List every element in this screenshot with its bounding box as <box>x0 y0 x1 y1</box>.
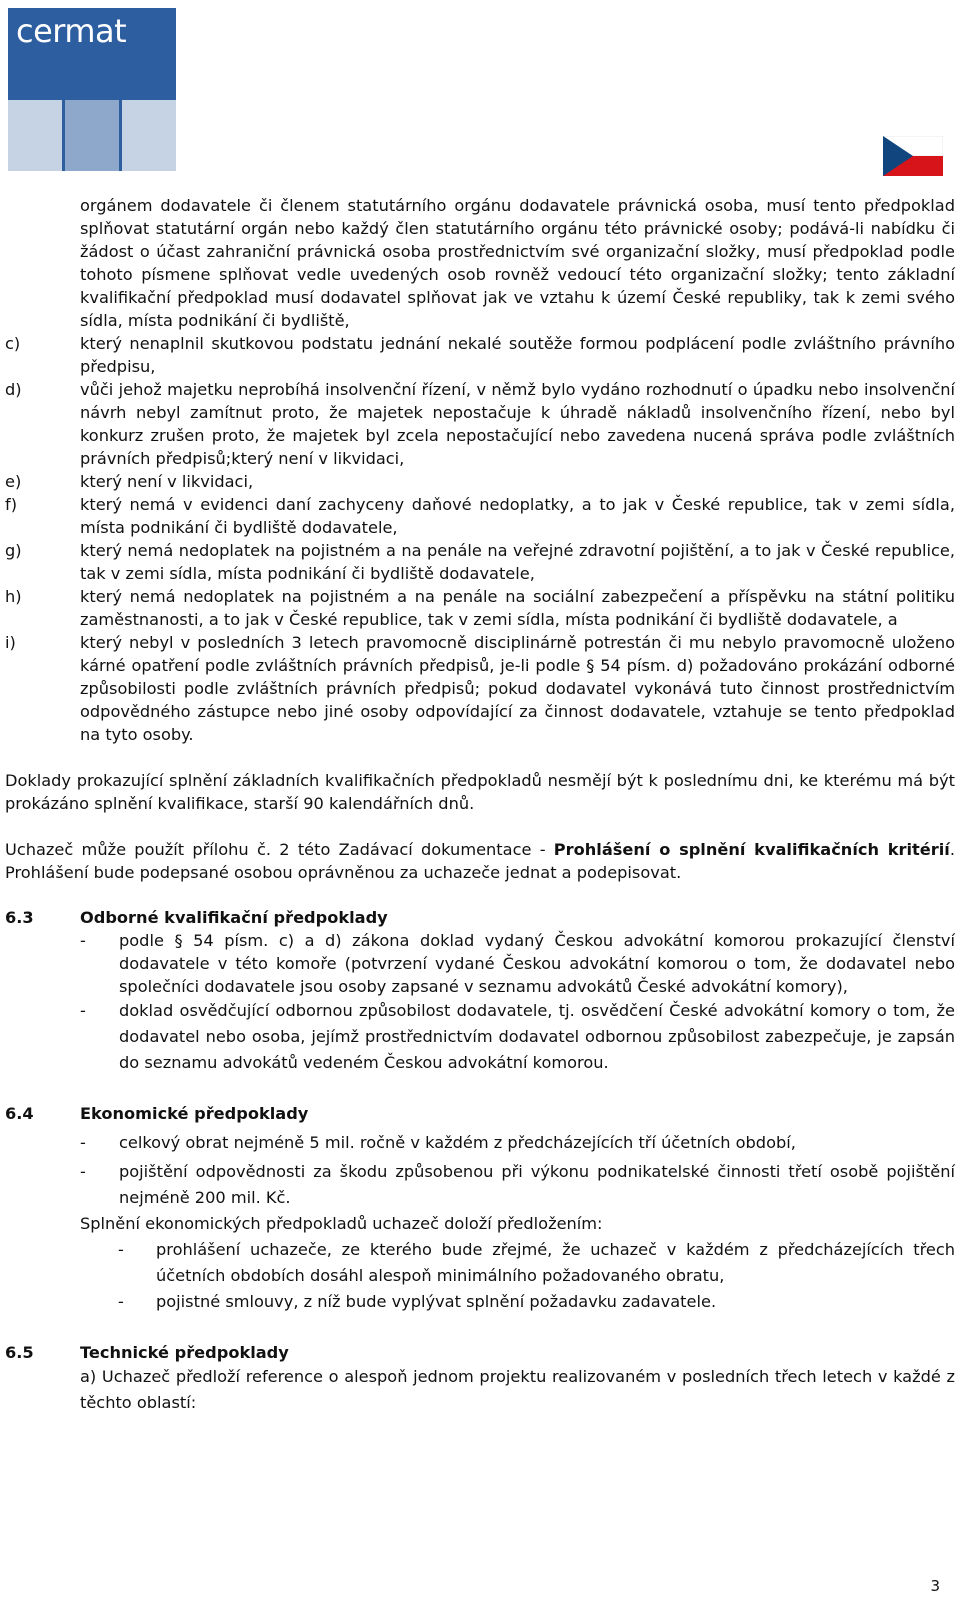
list-item-label: e) <box>5 472 22 491</box>
proof-intro: Splnění ekonomických předpokladů uchazeč doloží předložením: <box>80 1214 603 1233</box>
dash-bullet: - <box>80 931 86 950</box>
proof-item <box>118 1289 955 1315</box>
dash-item <box>80 1130 955 1156</box>
list-item-label: d) <box>5 380 22 399</box>
list-item-label: c) <box>5 334 21 353</box>
czech-flag-icon <box>883 136 943 176</box>
declaration-annex-title: Prohlášení o splnění kvalifikačních kritérií <box>553 840 950 859</box>
section-number: 6.3 <box>5 908 34 927</box>
section-number: 6.5 <box>5 1343 34 1362</box>
list-item-text: který nemá nedoplatek na pojistném a na penále na veřejné zdravotní pojištění, a to jak v České republice, tak v zemi sídla, místa podnikání či bydliště dodavatele, <box>80 541 955 583</box>
list-item <box>5 493 955 539</box>
dash-bullet: - <box>80 1162 86 1181</box>
section-number: 6.4 <box>5 1104 34 1123</box>
declaration-paragraph <box>5 838 955 884</box>
page-number: 3 <box>930 1577 940 1595</box>
list-item <box>5 378 955 470</box>
dash-item-text: doklad osvědčující odbornou způsobilost dodavatele, tj. osvědčení České advokátní komory o tom, že dodavatel nebo osoba, jejímž prostřednictvím dodavatel odbornou způsobilost zabezpečuje, je zapsán do seznamu advokátů vedeném Českou advokátní komorou. <box>119 1001 955 1072</box>
section-title: Ekonomické předpoklady <box>80 1104 309 1123</box>
list-item-label: g) <box>5 541 22 560</box>
list-item-text: který nenaplnil skutkovou podstatu jednání nekalé soutěže formou podplácení podle zvláštního právního předpisu, <box>80 334 955 376</box>
logo-text: cermat <box>16 12 127 50</box>
logo-block-light-2 <box>122 100 176 171</box>
dash-item-text: podle § 54 písm. c) a d) zákona doklad vydaný Českou advokátní komorou prokazující členství dodavatele v této komoře (potvrzení vydané Českou advokátní komorou o tom, že dodavatel nebo společníci dodavatele jsou osoby zapsané v seznamu advokátů České advokátní komory), <box>119 931 955 996</box>
list-item <box>5 332 955 378</box>
dash-item <box>80 998 955 1076</box>
logo-block-light <box>8 100 62 171</box>
dash-item <box>80 929 955 998</box>
proof-item-text: prohlášení uchazeče, ze kterého bude zřejmé, že uchazeč v každém z předcházejících třech účetních obdobích dosáhl alespoň minimálního požadovaného obratu, <box>156 1240 955 1285</box>
cermat-logo <box>8 8 176 171</box>
documents-paragraph: Doklady prokazující splnění základních kvalifikačních předpokladů nesmějí být k poslednímu dni, ke kterému má být prokázáno splnění kvalifikace, starší 90 kalendářních dnů. <box>5 771 955 813</box>
document-body <box>5 194 955 1416</box>
list-item <box>5 585 955 631</box>
section-6-5-heading <box>5 1341 955 1364</box>
list-item-label: f) <box>5 495 18 514</box>
dash-item-text: celkový obrat nejméně 5 mil. ročně v každém z předcházejících tří účetních období, <box>119 1133 796 1152</box>
list-item-text: který nemá nedoplatek na pojistném a na penále na sociální zabezpečení a příspěvku na státní politiku zaměstnanosti, a to jak v České republice, tak v zemi sídla, místa podnikání či bydliště dodavatele, a <box>80 587 955 629</box>
list-item-text: který není v likvidaci, <box>80 472 254 491</box>
list-item <box>5 539 955 585</box>
list-item-text: který nemá v evidenci daní zachyceny daňové nedoplatky, a to jak v České republice, tak v zemi sídla, místa podnikání či bydliště dodavatele, <box>80 495 955 537</box>
list-item <box>5 631 955 746</box>
list-item-label: i) <box>5 633 16 652</box>
dash-bullet: - <box>118 1292 124 1311</box>
dash-bullet: - <box>80 1133 86 1152</box>
declaration-text-start: Uchazeč může použít přílohu č. 2 této Zadávací dokumentace - <box>5 840 554 859</box>
list-item <box>5 470 955 493</box>
dash-item-text: pojištění odpovědnosti za škodu způsobenou při výkonu podnikatelské činnosti třetí osobě pojištění nejméně 200 mil. Kč. <box>119 1162 955 1207</box>
list-item-text: vůči jehož majetku neprobíhá insolvenční řízení, v němž bylo vydáno rozhodnutí o úpadku nebo insolvenční návrh nebyl zamítnut proto, že majetek nepostačuje k úhradě nákladů insolvenčního řízení, nebo byl konkurz zrušen proto, že majetek byl zcela nepostačující nebo zavedena nucená správa podle zvláštních právních předpisů;který není v likvidaci, <box>80 380 955 468</box>
list-item-text: který nebyl v posledních 3 letech pravomocně disciplinárně potrestán či mu nebylo pravomocně uloženo kárné opatření podle zvláštních právních předpisů, je-li podle § 54 písm. d) požadováno prokázání odborné způsobilosti podle zvláštních právních předpisů; pokud dodavatel vykonává tuto činnost prostřednictvím odpovědného zástupce nebo jiné osoby odpovídající za činnost dodavatele, vztahuje se tento předpoklad na tyto osoby. <box>80 633 955 744</box>
dash-item <box>80 1159 955 1211</box>
proof-item <box>118 1237 955 1289</box>
technical-requirements-text: a) Uchazeč předloží reference o alespoň jednom projektu realizovaném v posledních třech letech v každé z těchto oblastí: <box>80 1367 955 1412</box>
list-item-label: h) <box>5 587 22 606</box>
proof-item-text: pojistné smlouvy, z níž bude vyplývat splnění požadavku zadavatele. <box>156 1292 717 1311</box>
section-title: Technické předpoklady <box>80 1343 289 1362</box>
section-title: Odborné kvalifikační předpoklady <box>80 908 388 927</box>
logo-block-mid <box>65 100 119 171</box>
section-6-4-heading <box>5 1102 955 1125</box>
intro-paragraph: orgánem dodavatele či členem statutárního orgánu dodavatele právnická osoba, musí tento předpoklad splňovat statutární orgán nebo každý člen statutárního orgánu této právnické osoby; podává-li nabídku či žádost o účast zahraniční právnická osoba prostřednictvím své organizační složky, musí předpoklad podle tohoto písmene splňovat vedle uvedených osob rovněž vedoucí této organizační složky; tento základní kvalifikační předpoklad musí dodavatel splňovat jak ve vztahu k území České republiky, tak k zemi svého sídla, místa podnikání či bydliště, <box>80 196 955 330</box>
declaration-text-end: . Prohlášení bude podepsané osobou oprávněnou za uchazeče jednat a podepisovat. <box>5 840 955 882</box>
dash-bullet: - <box>80 1001 86 1020</box>
requirements-list <box>5 332 955 746</box>
dash-bullet: - <box>118 1240 124 1259</box>
section-6-3-heading <box>5 906 955 929</box>
